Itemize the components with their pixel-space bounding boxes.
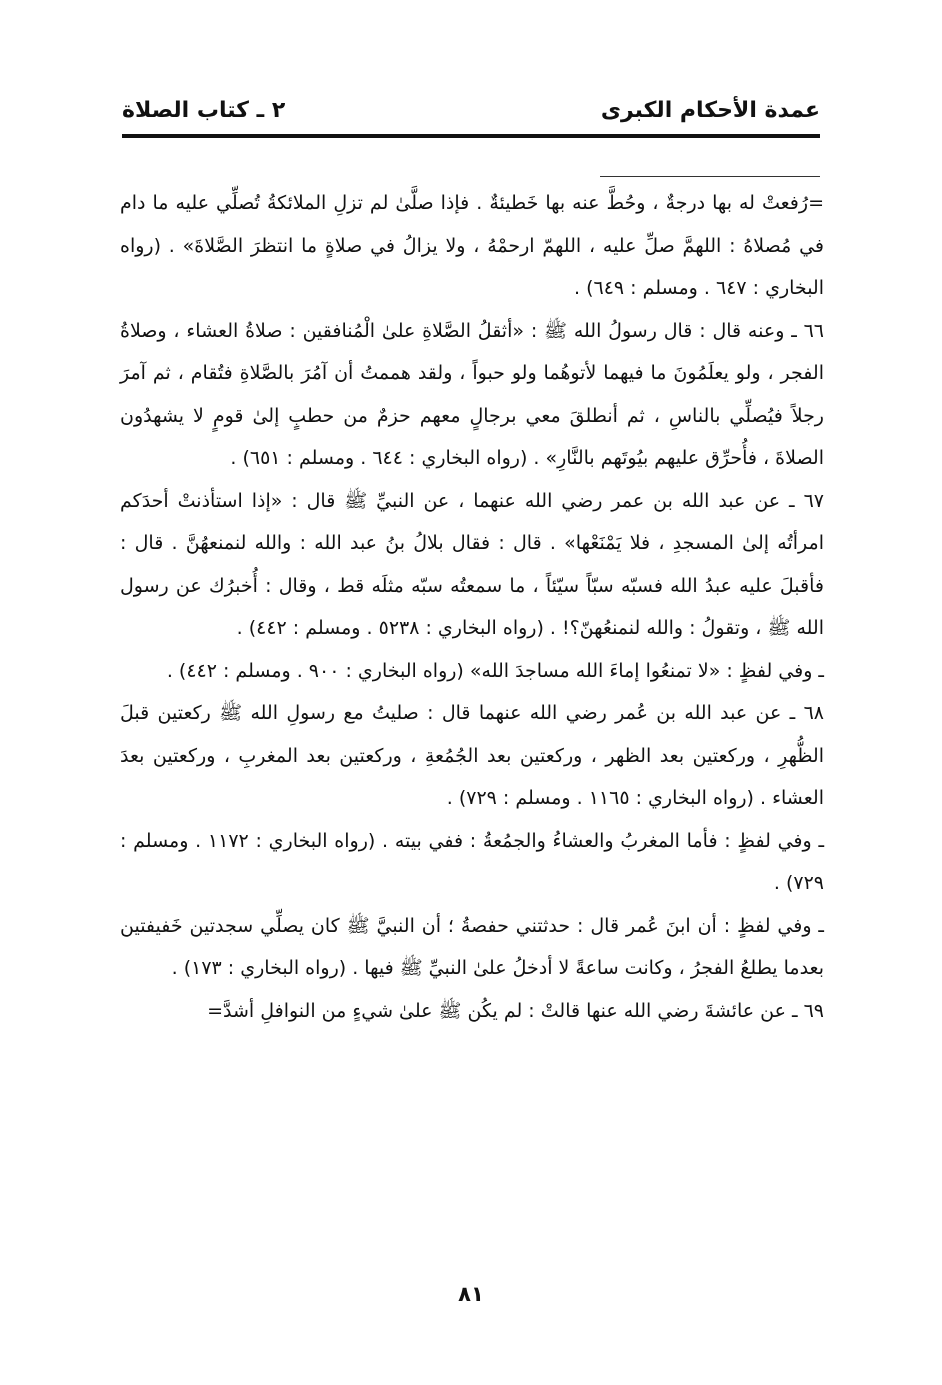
chapter-title: ٢ ـ كتاب الصلاة — [122, 98, 286, 123]
running-header — [122, 98, 820, 138]
hadith-68-variant-2: ـ وفي لفظٍ : أن ابنَ عُمر قال : حدثتني حفصةُ ؛ أن النبيَّ ﷺ كان يصلِّي سجدتين خَفيفتين بعدما يطلعُ الفجرُ ، وكانت ساعةً لا أدخلُ علىٰ النبيِّ ﷺ فيها . (رواه البخاري : ١٧٣) . — [120, 914, 824, 979]
hadith-67-variant: ـ وفي لفظٍ : «لا تمنعُوا إماءَ الله مساجدَ الله» (رواه البخاري : ٩٠٠ . ومسلم : ٤٤٢) . — [166, 659, 824, 682]
paragraph-continued: =رُفعتْ له بها درجةٌ ، وحُطَّ عنه بها خَطيئةٌ . فإذا صلَّىٰ لم تزلِ الملائكةُ تُصلِّي عليه ما دام في مُصلاهُ : اللهمَّ صلِّ عليه ، اللهمّ ارحمْهُ ، ولا يزالُ في صلاةٍ ما انتظرَ الصَّلاةَ» . (رواه البخاري : ٦٤٧ . ومسلم : ٦٤٩) . — [120, 192, 824, 299]
hadith-68: ٦٨ ـ عن عبد الله بن عُمر رضي الله عنهما قال : صليتُ مع رسولِ الله ﷺ ركعتين قبلَ الظُّهرِ ، وركعتين بعد الظهر ، وركعتين بعد الجُمُعةِ ، وركعتين بعد المغربِ ، وركعتين بعدَ العشاء . (رواه البخاري : ١١٦٥ . ومسلم : ٧٢٩) . — [120, 702, 824, 809]
hadith-69: ٦٩ ـ عن عائشةَ رضي الله عنها قالتْ : لم يكُن ﷺ علىٰ شيءٍ من النوافلِ أشدَّ= — [207, 999, 824, 1022]
hadith-66: ٦٦ ـ وعنه قال : قال رسولُ الله ﷺ : «أثقلُ الصَّلاةِ علىٰ الْمُنافقين : صلاةُ العشاء ، وصلاةُ الفجر ، ولو يعلَمُونَ ما فيهما لأتوهُما ولو حبواً ، ولقد هممتُ أن آمُرَ بالصَّلاةِ فتُقام ، ثم آمرَ رجلاً فيُصلِّي بالناسِ ، ثم أنطلقَ معي برجالٍ معهم حزمٌ من حطبٍ إلىٰ قومٍ لا يشهدُون الصلاةَ ، فأُحرِّق عليهم بيُوتَهم بالنَّارِ» . (رواه البخاري : ٦٤٤ . ومسلم : ٦٥١) . — [120, 319, 824, 469]
hadith-68-variant-1: ـ وفي لفظٍ : فأما المغربُ والعشاءُ والجمُعةُ : ففي بيته . (رواه البخاري : ١١٧٢ . ومسلم : ٧٢٩) . — [120, 829, 825, 894]
page-number: ٨١ — [458, 1282, 484, 1306]
header-divider — [122, 134, 820, 138]
hadith-67: ٦٧ ـ عن عبد الله بن عمر رضي الله عنهما ، عن النبيِّ ﷺ قال : «إذا استأذنتْ أحدَكم امرأتُه إلىٰ المسجدِ ، فلا يَمْنَعْها» . قال : فقال بلالُ بنُ عبد الله : والله لنمنعهُنَّ . قال : فأقبلَ عليه عبدُ الله فسبّه سبّاً سيّئاً ، ما سمعتُه سبّه مثلَه قط ، وقال : أُخبرُك عن رسول الله ﷺ ، وتقولُ : والله لنمنعُهنّ؟! . (رواه البخاري : ٥٢٣٨ . ومسلم : ٤٤٢) . — [120, 489, 824, 639]
page-body — [120, 182, 824, 1032]
continuation-rule — [600, 176, 820, 177]
book-title: عمدة الأحكام الكبرى — [600, 98, 820, 123]
